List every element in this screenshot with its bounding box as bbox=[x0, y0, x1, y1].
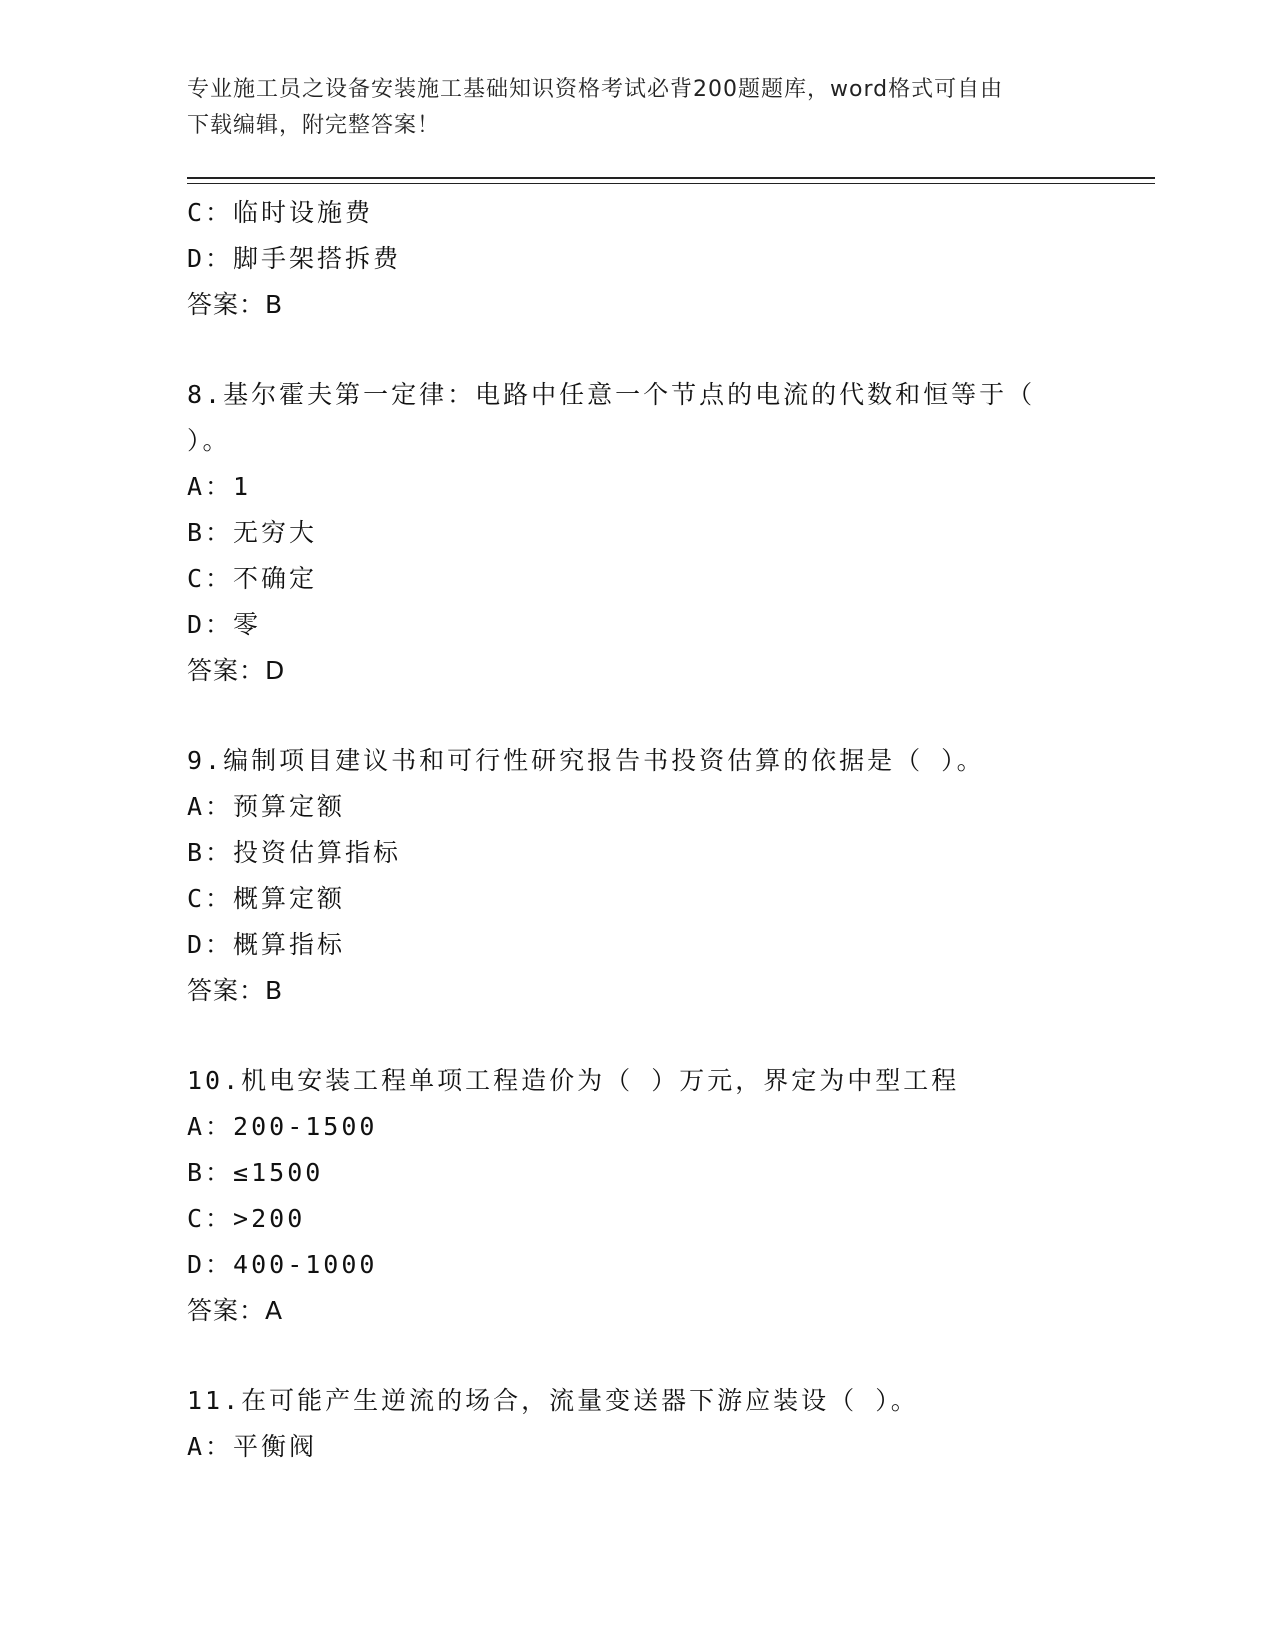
question-stem: 10.机电安装工程单项工程造价为（ ）万元，界定为中型工程 bbox=[187, 1066, 960, 1095]
option-c: C：>200 bbox=[187, 1204, 306, 1233]
document-header bbox=[187, 72, 1067, 144]
answer-line: 答案：B bbox=[187, 976, 284, 1005]
option-d: D：概算指标 bbox=[187, 930, 346, 959]
option-c: C：不确定 bbox=[187, 564, 318, 593]
question-stem: 8.基尔霍夫第一定律：电路中任意一个节点的电流的代数和恒等于（ bbox=[187, 380, 1036, 409]
option-c: C：临时设施费 bbox=[187, 198, 374, 227]
option-c: C：概算定额 bbox=[187, 884, 346, 913]
answer-line: 答案：A bbox=[187, 1296, 284, 1325]
question-stem: 11.在可能产生逆流的场合，流量变送器下游应装设（ ）。 bbox=[187, 1386, 919, 1415]
option-a: A：平衡阀 bbox=[187, 1432, 318, 1461]
option-d: D：400-1000 bbox=[187, 1250, 378, 1279]
question-11 bbox=[187, 1378, 1155, 1470]
header-title-line-2: 下载编辑，附完整答案！ bbox=[187, 113, 441, 138]
question-7-continuation bbox=[187, 190, 1155, 328]
option-d: D：脚手架搭拆费 bbox=[187, 244, 402, 273]
option-b: B：无穷大 bbox=[187, 518, 318, 547]
question-9 bbox=[187, 738, 1155, 1014]
header-title-line-1: 专业施工员之设备安装施工基础知识资格考试必背200题题库，word格式可自由 bbox=[187, 77, 1004, 102]
answer-line: 答案：B bbox=[187, 290, 284, 319]
question-10 bbox=[187, 1058, 1155, 1334]
option-d: D：零 bbox=[187, 610, 262, 639]
option-a: A：预算定额 bbox=[187, 792, 346, 821]
option-a: A：1 bbox=[187, 472, 252, 501]
header-divider-thin bbox=[187, 183, 1155, 184]
question-stem: 9.编制项目建议书和可行性研究报告书投资估算的依据是（ ）。 bbox=[187, 746, 985, 775]
question-list bbox=[187, 190, 1155, 1470]
option-a: A：200-1500 bbox=[187, 1112, 378, 1141]
question-stem-continued: ）。 bbox=[187, 426, 231, 455]
question-8 bbox=[187, 372, 1155, 694]
answer-line: 答案：D bbox=[187, 656, 286, 685]
option-b: B：投资估算指标 bbox=[187, 838, 402, 867]
header-divider-thick bbox=[187, 177, 1155, 179]
option-b: B：≤1500 bbox=[187, 1158, 324, 1187]
